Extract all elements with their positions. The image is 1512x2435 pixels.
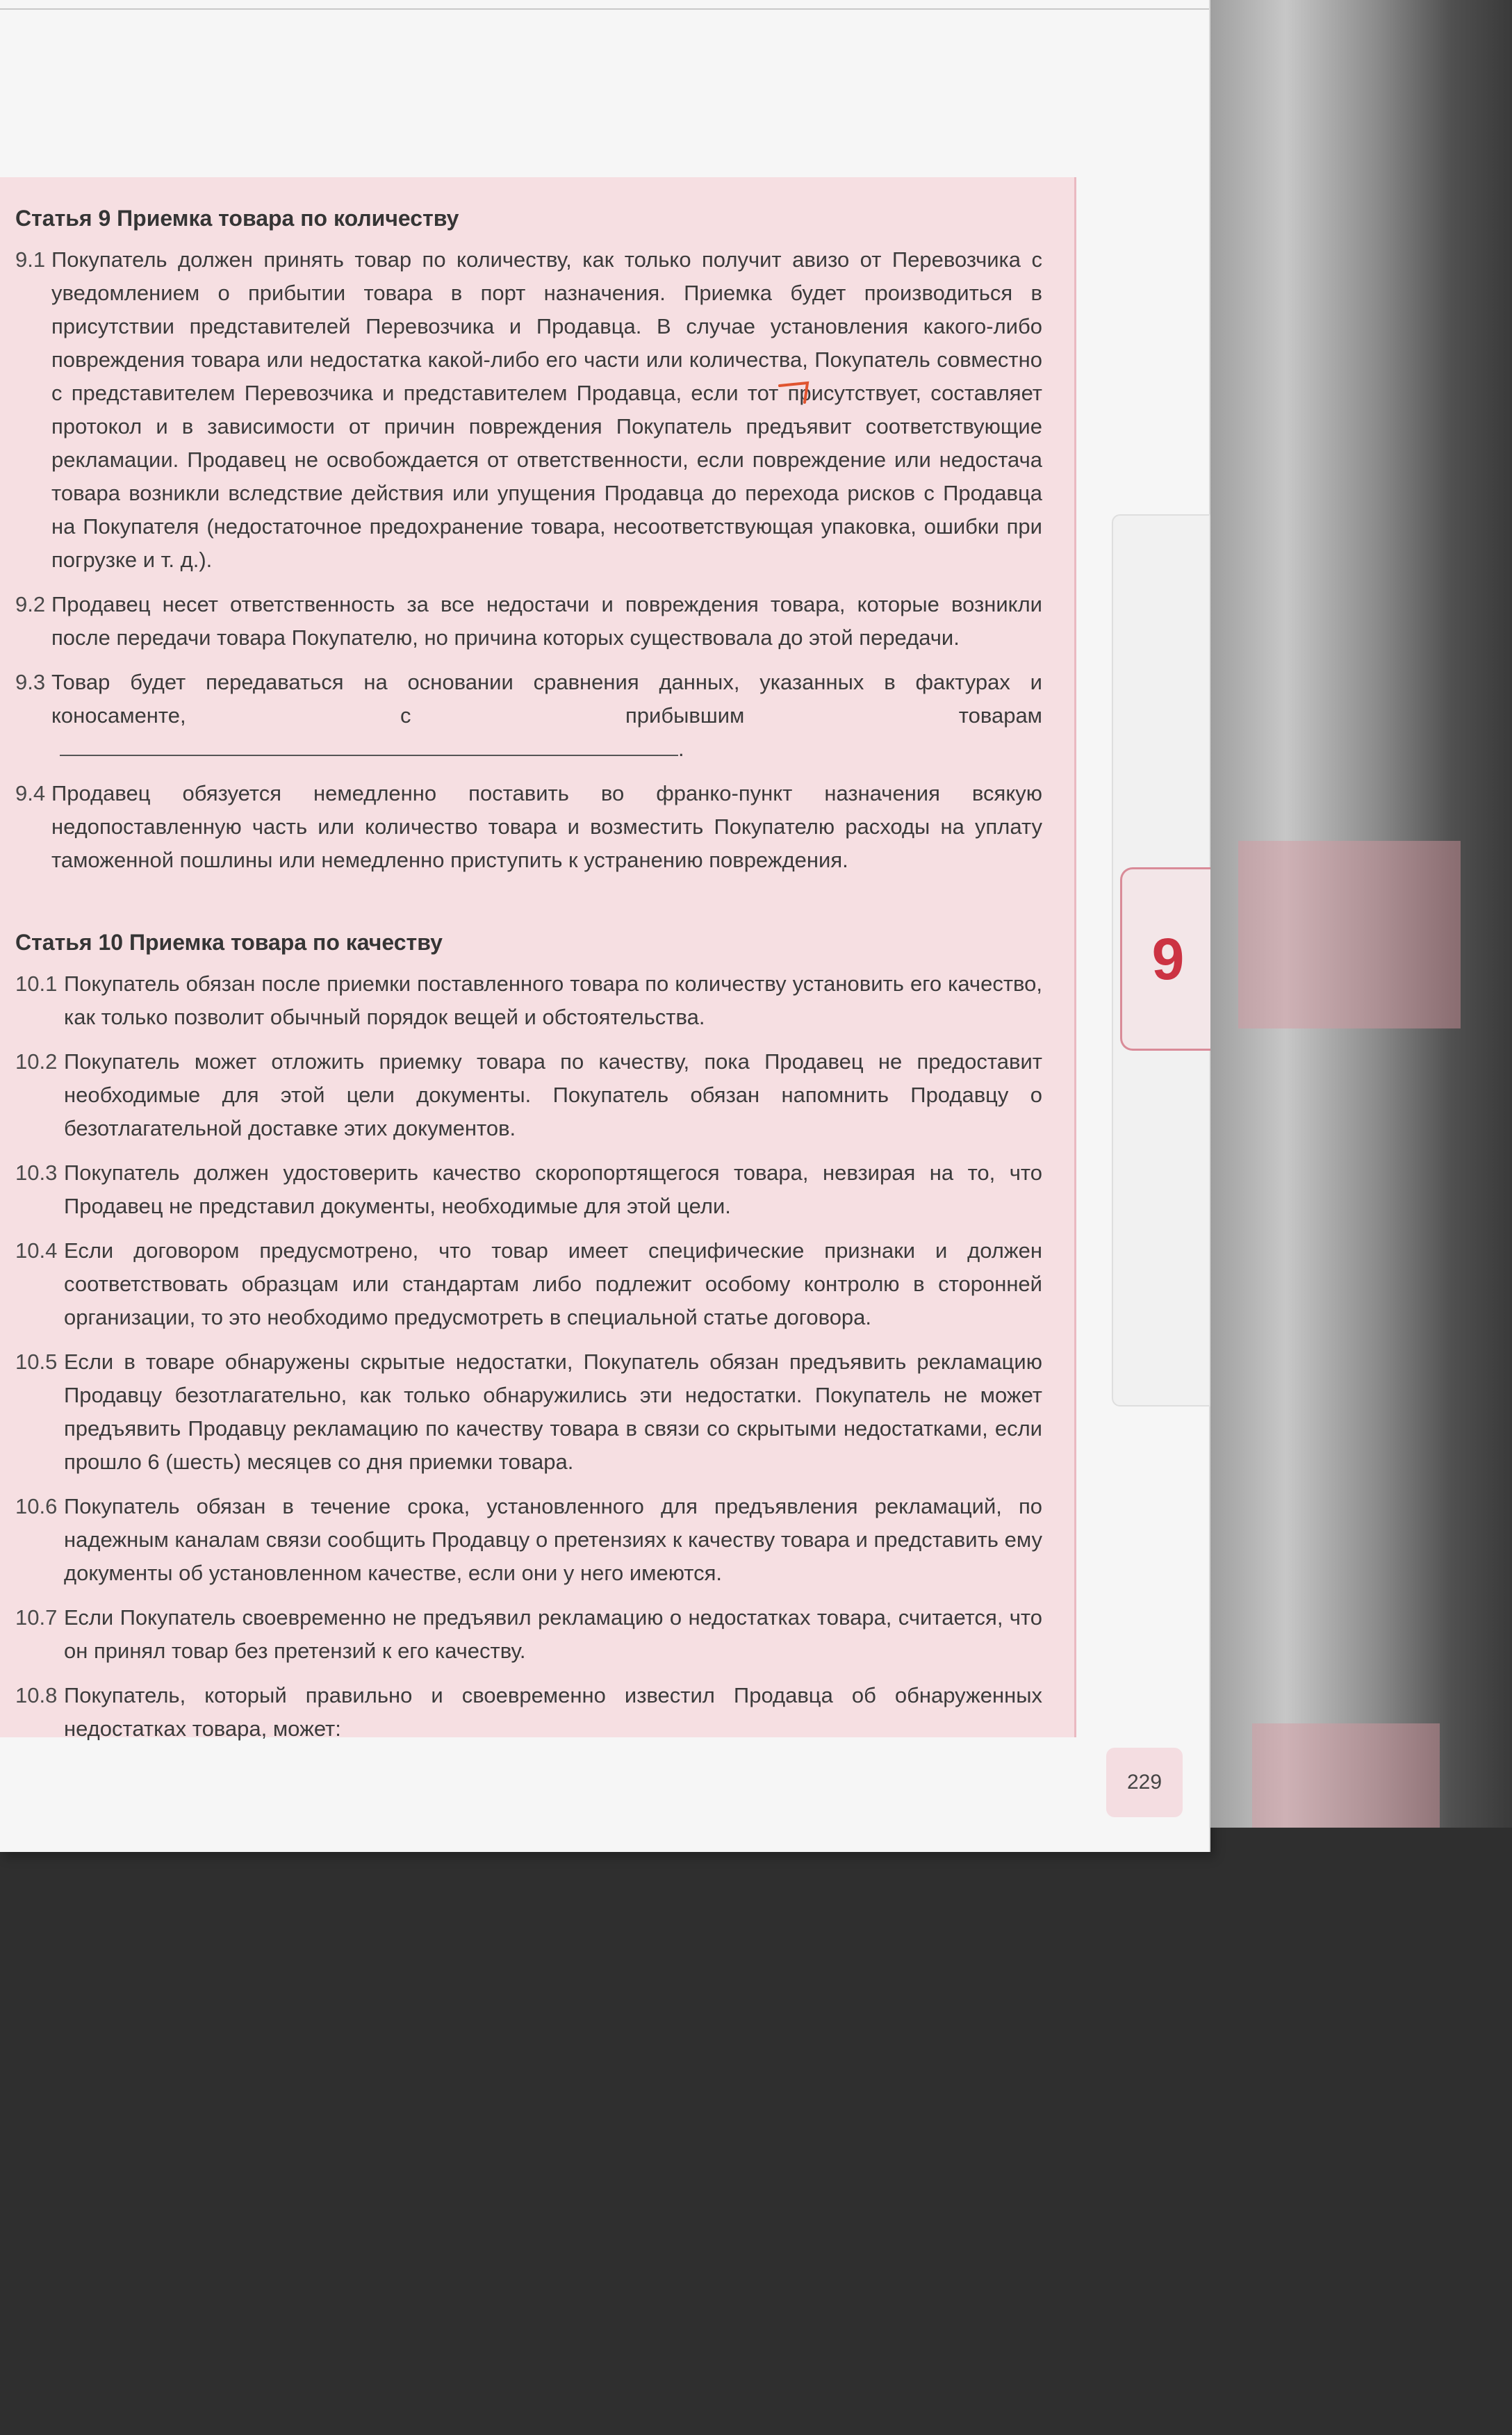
clause-number: 9.1 bbox=[15, 247, 46, 272]
clause-text: Если договором предусмотрено, что товар имеет специфические признаки и должен соответствовать образцам или стандартам либо подлежит особому контролю в сторонней организации, то это необходимо предусмотреть в специальной статье договора. bbox=[64, 1238, 1042, 1329]
clause-9-4 bbox=[15, 777, 1042, 877]
clause-number: 10.1 bbox=[15, 971, 58, 996]
clause-number: 10.4 bbox=[15, 1238, 58, 1263]
page-top-line bbox=[0, 8, 1209, 10]
chapter-tab bbox=[1120, 867, 1214, 1051]
clause-number: 10.3 bbox=[15, 1161, 58, 1185]
clause-10-4 bbox=[15, 1234, 1042, 1334]
clause-9-3 bbox=[15, 666, 1042, 766]
clause-10-6 bbox=[15, 1490, 1042, 1590]
clause-9-2 bbox=[15, 588, 1042, 655]
clause-text: Если в товаре обнаружены скрытые недостатки, Покупатель обязан предъявить рекламацию Продавцу безотлагательно, как только обнаружились эти недостатки. Покупатель не может предъявить Продавцу рекламацию по качеству товара в связи со скрытыми недостатками, если прошло 6 (шесть) месяцев со дня приемки товара. bbox=[64, 1350, 1042, 1474]
clause-number: 9.4 bbox=[15, 781, 46, 805]
clause-number: 10.7 bbox=[15, 1605, 58, 1630]
clause-text: Товар будет передаваться на основании сравнения данных, указанных в фактурах и коносаменте, с прибывшим товарам bbox=[51, 670, 1042, 728]
clause-10-8 bbox=[15, 1679, 1042, 1746]
clause-10-3 bbox=[15, 1156, 1042, 1223]
article-10-title: Статья 10 Приемка товара по качеству bbox=[15, 930, 443, 955]
pink-tab-edge bbox=[1238, 841, 1461, 1028]
page-number: 229 bbox=[1106, 1748, 1183, 1817]
clause-number: 10.2 bbox=[15, 1049, 58, 1074]
article-9-title: Статья 9 Приемка товара по количеству bbox=[15, 206, 459, 231]
clause-text: Покупатель должен удостоверить качество скоропортящегося товара, невзирая на то, что Продавец не представил документы, необходимые для этой цели. bbox=[64, 1161, 1042, 1218]
clause-10-7 bbox=[15, 1601, 1042, 1668]
blank-fill-line bbox=[60, 734, 678, 756]
clause-text: Покупатель обязан после приемки поставленного товара по количеству установить его качество, как только позволит обычный порядок вещей и обстоятельства. bbox=[64, 971, 1042, 1029]
clause-10-2 bbox=[15, 1045, 1042, 1145]
clause-9-1 bbox=[15, 243, 1042, 577]
clause-text: Покупатель, который правильно и своевременно известил Продавца об обнаруженных недостатках товара, может: bbox=[64, 1683, 1042, 1741]
clause-text: Покупатель может отложить приемку товара по качеству, пока Продавец не предоставит необходимые для этой цели документы. Покупатель обязан напомнить Продавцу о безотлагательной доставке этих документов. bbox=[64, 1049, 1042, 1140]
clause-number: 10.5 bbox=[15, 1350, 58, 1374]
page-edges bbox=[1210, 0, 1512, 1828]
clause-text: Покупатель должен принять товар по количеству, как только получит авизо от Перевозчика с уведомлением о прибытии товара в порт назначения. Приемка будет производиться в присутствии представителей Перевозчика и Продавца. В случае установления какого-либо повреждения товара или недостатка какой-либо его части или количества, Покупатель совместно с представителем Перевозчика и представителем Продавца, если тот присутствует, составляет протокол и в зависимости от причин повреждения Покупатель предъявит соответствующие рекламации. Продавец не освобождается от ответственности, если повреждение или недостача товара возникли вследствие действия или упущения Продавца до перехода рисков с Продавца на Покупателя (недостаточное предохранение товара, несоответствующая упаковка, ошибки при погрузке и т. д.). bbox=[51, 247, 1042, 572]
clause-text: Продавец несет ответственность за все недостачи и повреждения товара, которые возникли после передачи товара Покупателю, но причина которых существовала до этой передачи. bbox=[51, 592, 1042, 650]
chapter-tab-number: 9 bbox=[1151, 926, 1185, 992]
pink-footer-edge bbox=[1252, 1723, 1440, 1828]
clause-number: 10.8 bbox=[15, 1683, 58, 1707]
clause-text: Продавец обязуется немедленно поставить во франко-пункт назначения всякую недопоставленную часть или количество товара и возместить Покупателю расходы на уплату таможенной пошлины или немедленно приступить к устранению повреждения. bbox=[51, 781, 1042, 872]
clause-10-1 bbox=[15, 967, 1042, 1034]
article-text bbox=[15, 202, 1042, 1757]
clause-text: Если Покупатель своевременно не предъявил рекламацию о недостатках товара, считается, что он принял товар без претензий к его качеству. bbox=[64, 1605, 1042, 1663]
clause-number: 9.3 bbox=[15, 670, 46, 694]
handwritten-pen-mark bbox=[777, 379, 819, 407]
clause-number: 10.6 bbox=[15, 1494, 58, 1518]
clause-number: 9.2 bbox=[15, 592, 46, 616]
clause-text: Покупатель обязан в течение срока, установленного для предъявления рекламаций, по надежным каналам связи сообщить Продавцу о претензиях к качеству товара и представить ему документы об установленном качестве, если они у него имеются. bbox=[64, 1494, 1042, 1585]
clause-end-punct: . bbox=[678, 737, 684, 761]
clause-10-5 bbox=[15, 1345, 1042, 1479]
